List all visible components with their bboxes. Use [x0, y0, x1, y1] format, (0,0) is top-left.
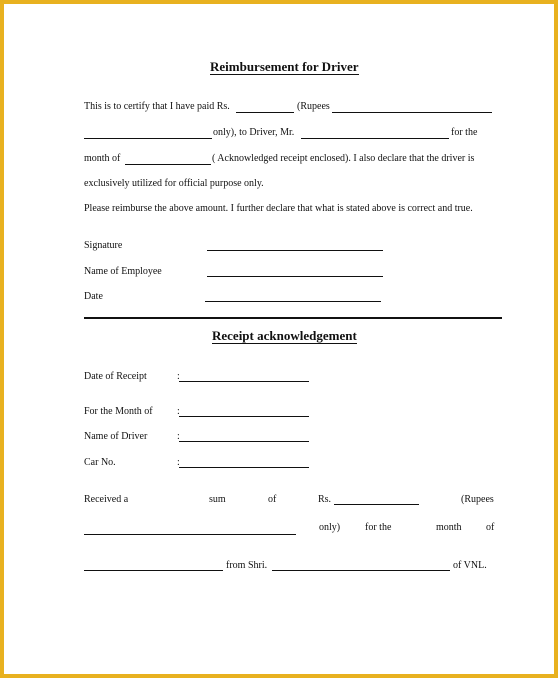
- date-field[interactable]: [205, 301, 381, 302]
- driver-name-field[interactable]: [301, 138, 449, 139]
- acknowledged-text: ( Acknowledged receipt enclosed). I also declare that the driver is: [212, 153, 475, 164]
- colon: :: [177, 431, 180, 442]
- form-page: [4, 4, 554, 674]
- for-month-label: For the Month of: [84, 406, 153, 417]
- from-shri-text: from Shri.: [226, 560, 268, 571]
- car-no-label: Car No.: [84, 457, 116, 468]
- receipt-rupees-words-field[interactable]: [84, 534, 296, 535]
- only-text: only): [319, 522, 341, 533]
- sum-text: sum: [209, 494, 226, 505]
- date-label: Date: [84, 291, 103, 302]
- for-month-field[interactable]: [179, 416, 309, 417]
- receipt-for-the-text: for the: [365, 522, 392, 533]
- receipt-rupees-text: (Rupees: [461, 494, 494, 505]
- date-of-receipt-field[interactable]: [179, 381, 309, 382]
- receipt-driver-name-field[interactable]: [179, 441, 309, 442]
- receipt-month-field[interactable]: [84, 570, 223, 571]
- rupees-text: (Rupees: [297, 101, 330, 112]
- section-divider: [84, 317, 502, 319]
- employee-name-label: Name of Employee: [84, 266, 162, 277]
- form-title: Reimbursement for Driver: [210, 59, 359, 74]
- official-purpose-text: exclusively utilized for official purpose only.: [84, 178, 264, 189]
- month-text: month: [436, 522, 462, 533]
- signature-label: Signature: [84, 240, 123, 251]
- rupees-words-continued-field[interactable]: [84, 138, 212, 139]
- colon: :: [177, 457, 180, 468]
- only-to-driver-text: only), to Driver, Mr.: [213, 127, 295, 138]
- certify-text: This is to certify that I have paid Rs.: [84, 101, 230, 112]
- of-text: of: [268, 494, 277, 505]
- for-the-text: for the: [451, 127, 478, 138]
- car-no-field[interactable]: [179, 467, 309, 468]
- of2-text: of: [486, 522, 495, 533]
- colon: :: [177, 406, 180, 417]
- received-a-text: Received a: [84, 494, 129, 505]
- receipt-amount-field[interactable]: [334, 504, 419, 505]
- shri-name-field[interactable]: [272, 570, 450, 571]
- rs-text: Rs.: [318, 494, 332, 505]
- date-of-receipt-label: Date of Receipt: [84, 371, 147, 382]
- employee-name-field[interactable]: [207, 276, 383, 277]
- driver-name-label: Name of Driver: [84, 431, 148, 442]
- month-field[interactable]: [125, 164, 211, 165]
- signature-field[interactable]: [207, 250, 383, 251]
- amount-field[interactable]: [236, 112, 294, 113]
- rupees-words-field[interactable]: [332, 112, 492, 113]
- reimburse-text: Please reimburse the above amount. I further declare that what is stated above is correct and true.: [84, 203, 473, 214]
- month-of-text: month of: [84, 153, 121, 164]
- receipt-title: Receipt acknowledgement: [212, 328, 357, 343]
- of-vnl-text: of VNL.: [453, 560, 487, 571]
- colon: :: [177, 371, 180, 382]
